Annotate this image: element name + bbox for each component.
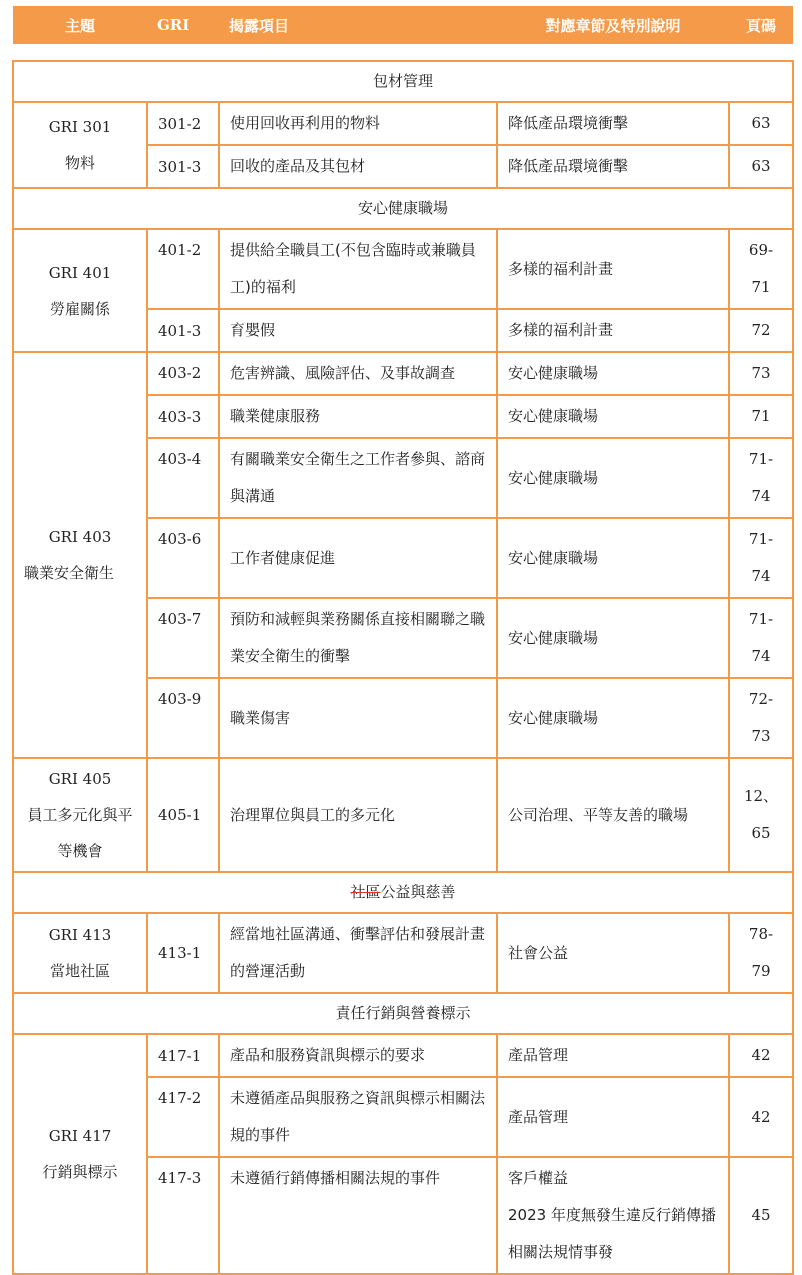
topic-code: GRI 401 bbox=[48, 263, 112, 282]
chapter-cell: 公司治理、平等友善的職場 bbox=[497, 758, 729, 872]
topic-cell bbox=[13, 1034, 147, 1274]
section-row bbox=[13, 188, 793, 229]
disclosure-code: 403-6 bbox=[147, 518, 219, 598]
page-cell: 72 bbox=[729, 309, 793, 352]
table-row bbox=[13, 758, 793, 872]
section-community-strike: 社區 bbox=[350, 883, 381, 901]
chapter-cell: 多樣的福利計畫 bbox=[497, 229, 729, 309]
disclosure-code: 417-2 bbox=[147, 1077, 219, 1157]
table-header-row bbox=[13, 6, 793, 44]
chapter-cell: 安心健康職場 bbox=[497, 352, 729, 395]
disclosure-code: 301-3 bbox=[147, 145, 219, 188]
page-cell: 69-71 bbox=[729, 229, 793, 309]
topic-code: GRI 301 bbox=[48, 118, 112, 136]
table-row bbox=[13, 229, 793, 309]
chapter-cell: 安心健康職場 bbox=[497, 678, 729, 758]
disclosure-code: 401-2 bbox=[147, 229, 219, 309]
page-cell: 71 bbox=[729, 395, 793, 438]
table-row bbox=[13, 1034, 793, 1077]
topic-cell bbox=[13, 352, 147, 758]
section-row bbox=[13, 872, 793, 913]
page-cell: 73 bbox=[729, 352, 793, 395]
chapter-text: 客戶權益 bbox=[508, 1169, 569, 1187]
topic-name: 職業安全衛生 bbox=[24, 564, 115, 582]
section-packaging: 包材管理 bbox=[13, 61, 793, 102]
page-cell: 45 bbox=[729, 1157, 793, 1274]
chapter-cell: 降低產品環境衝擊 bbox=[497, 145, 729, 188]
chapter-cell: 安心健康職場 bbox=[497, 518, 729, 598]
topic-cell bbox=[13, 913, 147, 993]
disclosure-code: 413-1 bbox=[147, 913, 219, 993]
header-page: 頁碼 bbox=[729, 6, 793, 44]
chapter-cell bbox=[497, 1157, 729, 1274]
table-row bbox=[13, 352, 793, 395]
disclosure-item: 回收的產品及其包材 bbox=[219, 145, 497, 188]
section-community-rest: 公益與慈善 bbox=[380, 883, 456, 901]
topic-code: GRI 405 bbox=[48, 770, 112, 788]
disclosure-item: 危害辨識、風險評估、及事故調查 bbox=[219, 352, 497, 395]
header-gri: GRI bbox=[147, 6, 219, 44]
table-row bbox=[13, 102, 793, 145]
disclosure-item: 治理單位與員工的多元化 bbox=[219, 758, 497, 872]
topic-name: 當地社區 bbox=[49, 962, 110, 980]
topic-code: GRI 417 bbox=[48, 1127, 112, 1145]
section-safe-workplace: 安心健康職場 bbox=[13, 188, 793, 229]
header-item: 揭露項目 bbox=[219, 6, 497, 44]
chapter-cell: 安心健康職場 bbox=[497, 438, 729, 518]
disclosure-item: 預防和減輕與業務關係直接相關聯之職業安全衛生的衝擊 bbox=[219, 598, 497, 678]
header-topic: 主題 bbox=[13, 6, 147, 44]
disclosure-item: 產品和服務資訊與標示的要求 bbox=[219, 1034, 497, 1077]
chapter-cell: 安心健康職場 bbox=[497, 395, 729, 438]
disclosure-item: 育嬰假 bbox=[219, 309, 497, 352]
section-marketing: 責任行銷與營養標示 bbox=[13, 993, 793, 1034]
page-cell: 78-79 bbox=[729, 913, 793, 993]
topic-cell bbox=[13, 758, 147, 872]
table-row bbox=[13, 913, 793, 993]
topic-code: GRI 413 bbox=[48, 926, 112, 944]
topic-name: 行銷與標示 bbox=[42, 1163, 118, 1181]
chapter-cell: 社會公益 bbox=[497, 913, 729, 993]
chapter-note: 2023 年度無發生違反行銷傳播相關法規情事發 bbox=[508, 1206, 716, 1261]
page-cell: 42 bbox=[729, 1034, 793, 1077]
disclosure-code: 417-3 bbox=[147, 1157, 219, 1274]
chapter-cell: 產品管理 bbox=[497, 1077, 729, 1157]
page-cell: 71-74 bbox=[729, 598, 793, 678]
disclosure-code: 403-3 bbox=[147, 395, 219, 438]
header-section: 對應章節及特別說明 bbox=[497, 6, 729, 44]
disclosure-code: 301-2 bbox=[147, 102, 219, 145]
disclosure-code: 403-9 bbox=[147, 678, 219, 758]
disclosure-item: 經當地社區溝通、衝擊評估和發展計畫的營運活動 bbox=[219, 913, 497, 993]
disclosure-item: 職業傷害 bbox=[219, 678, 497, 758]
chapter-cell: 安心健康職場 bbox=[497, 598, 729, 678]
section-row bbox=[13, 993, 793, 1034]
section-row bbox=[13, 61, 793, 102]
disclosure-code: 403-4 bbox=[147, 438, 219, 518]
topic-code: GRI 403 bbox=[48, 528, 112, 546]
page-cell: 72-73 bbox=[729, 678, 793, 758]
section-community bbox=[13, 872, 793, 913]
page-cell: 63 bbox=[729, 102, 793, 145]
gri-index-table bbox=[12, 6, 794, 1275]
topic-name: 勞雇關係 bbox=[49, 299, 110, 318]
page-cell: 71-74 bbox=[729, 438, 793, 518]
disclosure-code: 403-7 bbox=[147, 598, 219, 678]
topic-name: 物料 bbox=[64, 154, 95, 172]
page-cell: 71-74 bbox=[729, 518, 793, 598]
disclosure-code: 417-1 bbox=[147, 1034, 219, 1077]
disclosure-code: 405-1 bbox=[147, 758, 219, 872]
chapter-cell: 多樣的福利計畫 bbox=[497, 309, 729, 352]
topic-cell bbox=[13, 102, 147, 188]
disclosure-item: 未遵循產品與服務之資訊與標示相關法規的事件 bbox=[219, 1077, 497, 1157]
chapter-cell: 產品管理 bbox=[497, 1034, 729, 1077]
disclosure-code: 401-3 bbox=[147, 309, 219, 352]
disclosure-item: 有關職業安全衛生之工作者參與、諮商與溝通 bbox=[219, 438, 497, 518]
topic-cell bbox=[13, 229, 147, 352]
chapter-cell: 降低產品環境衝擊 bbox=[497, 102, 729, 145]
disclosure-code: 403-2 bbox=[147, 352, 219, 395]
disclosure-item: 使用回收再利用的物料 bbox=[219, 102, 497, 145]
page-cell: 42 bbox=[729, 1077, 793, 1157]
disclosure-item: 工作者健康促進 bbox=[219, 518, 497, 598]
disclosure-item: 未遵循行銷傳播相關法規的事件 bbox=[219, 1157, 497, 1274]
page-cell: 12、65 bbox=[729, 758, 793, 872]
page-cell: 63 bbox=[729, 145, 793, 188]
disclosure-item: 職業健康服務 bbox=[219, 395, 497, 438]
disclosure-item: 提供給全職員工(不包含臨時或兼職員工)的福利 bbox=[219, 229, 497, 309]
topic-name: 員工多元化與平等機會 bbox=[27, 806, 133, 860]
